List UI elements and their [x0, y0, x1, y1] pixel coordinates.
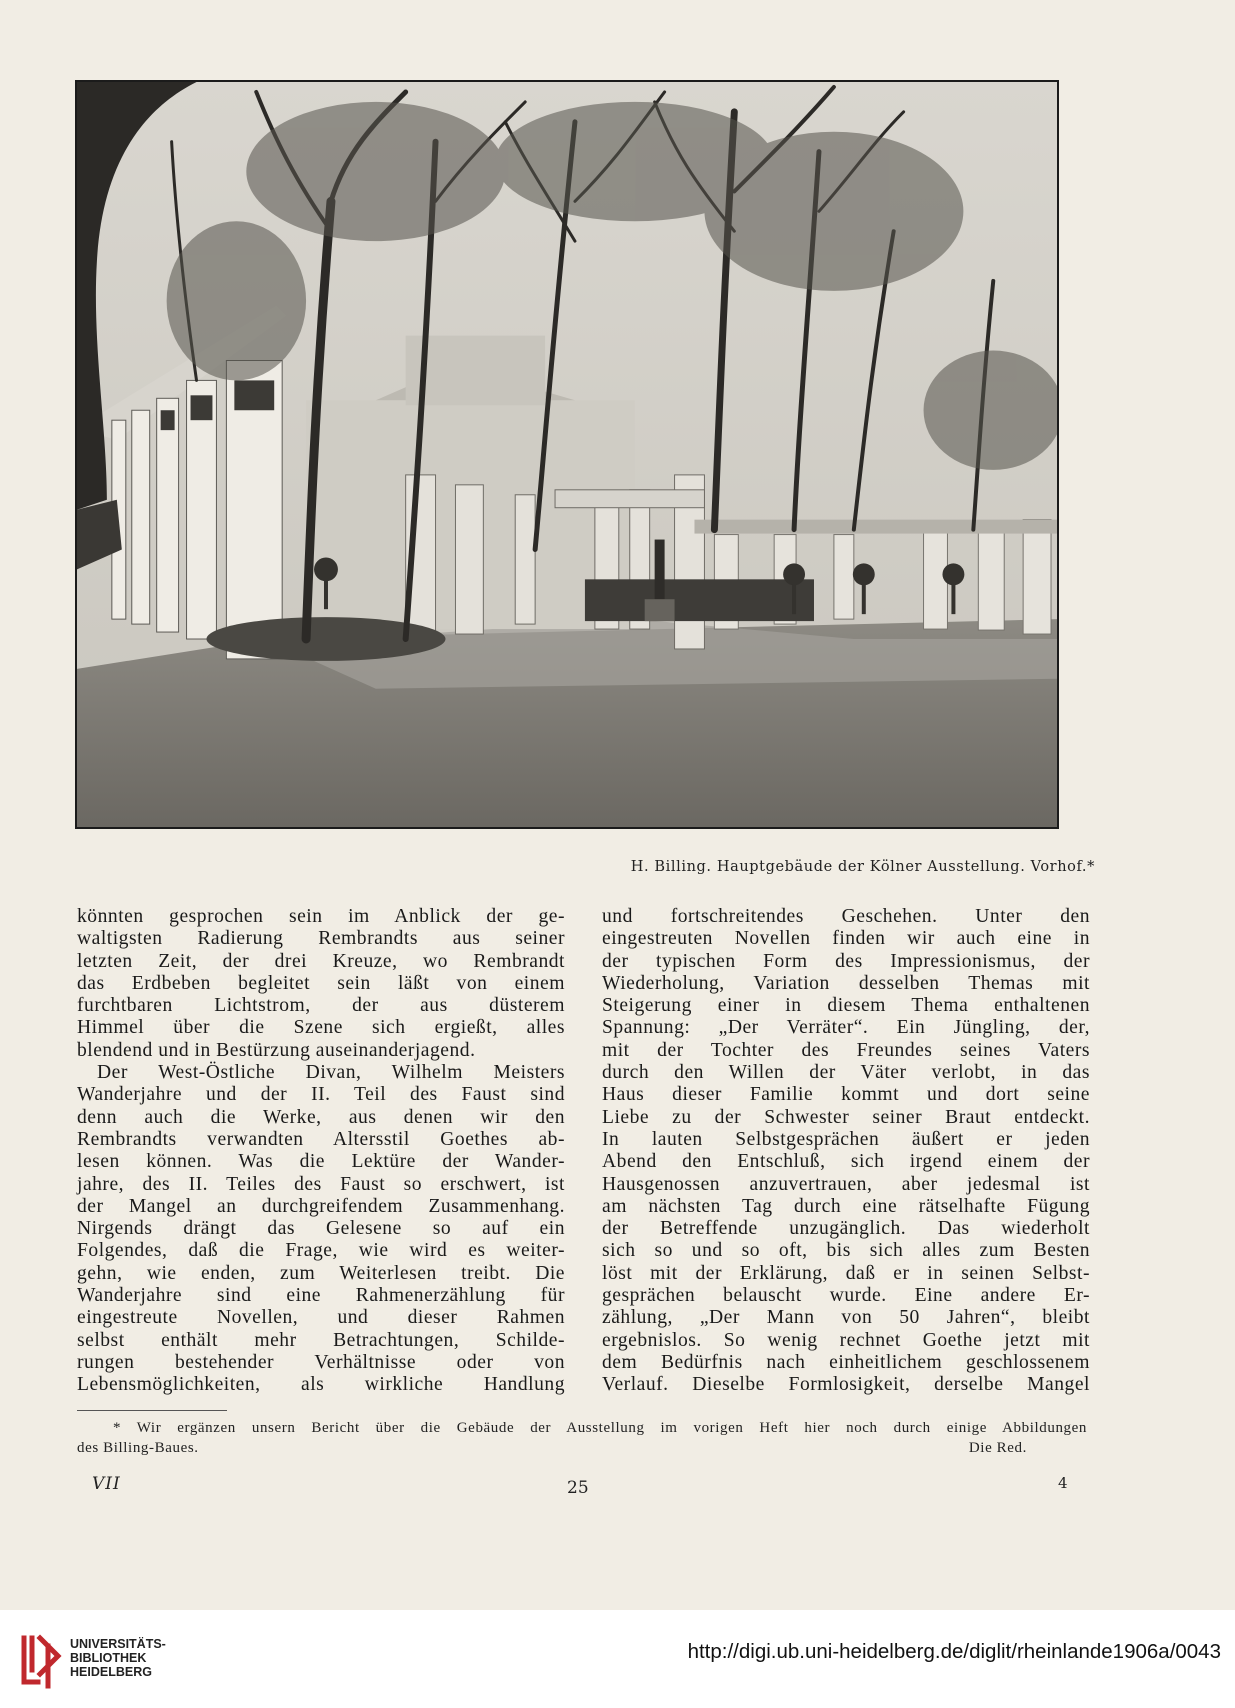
text-line: Lebensmöglichkeiten, als wirkliche Handlung	[77, 1374, 565, 1396]
text-line: Wanderjahre sind eine Rahmenerzählung für	[77, 1285, 565, 1307]
text-line: blendend und in Bestürzung auseinanderjagend.	[77, 1039, 476, 1061]
footnote	[77, 1418, 1087, 1458]
text-line: zählung, „Der Mann von 50 Jahren“, bleibt	[602, 1307, 1090, 1329]
text-line: der Mangel an durchgreifendem Zusammenhang.	[77, 1195, 565, 1217]
text-column-right	[602, 906, 1090, 1397]
footnote-signature: Die Red.	[968, 1440, 1027, 1456]
text-line: Spannung: „Der Verräter“. Ein Jüngling, der,	[602, 1017, 1090, 1039]
text-line: könnten gesprochen sein im Anblick der ge-	[77, 906, 565, 927]
text-line: dem Bedürfnis nach einheitlichem geschlossenem	[602, 1351, 1090, 1373]
text-line: Abend den Entschluß, sich irgend einem der	[602, 1151, 1090, 1173]
text-line: der Betreffende unzugänglich. Das wiederholt	[602, 1218, 1090, 1240]
text-line: lesen können. Was die Lektüre der Wander-	[77, 1151, 565, 1173]
text-line: selbst enthält mehr Betrachtungen, Schilde-	[77, 1329, 565, 1351]
text-line: das Erdbeben begleitet sein läßt von einem	[77, 972, 565, 994]
text-line: waltigsten Radierung Rembrandts aus seiner	[77, 928, 565, 950]
text-line: Himmel über die Szene sich ergießt, alles	[77, 1017, 565, 1039]
text-column-left	[77, 906, 565, 1397]
text-line: am nächsten Tag durch eine rätselhafte Fügung	[602, 1195, 1090, 1217]
text-line: Hausgenossen anzuvertrauen, aber jedesmal ist	[602, 1173, 1090, 1195]
text-line: letzten Zeit, der drei Kreuze, wo Rembrandt	[77, 950, 565, 972]
text-line: furchtbaren Lichtstrom, der aus düsterem	[77, 995, 565, 1017]
text-line: denn auch die Werke, aus denen wir den	[77, 1106, 565, 1128]
library-name-line: HEIDELBERG	[70, 1665, 152, 1679]
text-line: Rembrandts verwandten Altersstil Goethes ab-	[77, 1128, 565, 1150]
text-line: löst mit der Erklärung, daß er in seinen Selbst-	[602, 1262, 1090, 1284]
library-name-line: BIBLIOTHEK	[70, 1651, 147, 1665]
page-number: 25	[567, 1478, 589, 1498]
text-line: mit der Tochter des Freundes seines Vaters	[602, 1039, 1090, 1061]
footnote-line-2	[77, 1438, 1087, 1458]
exhibition-photograph	[75, 80, 1059, 829]
footnote-line-2-text: des Billing-Baues.	[77, 1440, 199, 1456]
text-line: eingestreuten Novellen finden wir auch eine in	[602, 928, 1090, 950]
text-line: Wanderjahre und der II. Teil des Faust sind	[77, 1084, 565, 1106]
text-line: gehn, wie enden, zum Weiterlesen treibt. Die	[77, 1262, 565, 1284]
text-line: Wiederholung, Variation desselben Themas mit	[602, 972, 1090, 994]
text-line: sich so und so oft, bis sich alles zum Besten	[602, 1240, 1090, 1262]
signature-mark-left: VII	[92, 1474, 121, 1494]
library-name-line: UNIVERSITÄTS-	[70, 1637, 166, 1651]
photo-caption: H. Billing. Hauptgebäude der Kölner Ausstellung. Vorhof.*	[630, 859, 1095, 875]
library-name	[70, 1637, 166, 1679]
text-line: gesprächen belauscht wurde. Eine andere Er-	[602, 1285, 1090, 1307]
text-line: durch den Willen der Väter verlobt, in das	[602, 1062, 1090, 1084]
text-line: Haus dieser Familie kommt und dort seine	[602, 1084, 1090, 1106]
text-line: rungen bestehender Verhältnisse oder von	[77, 1351, 565, 1373]
text-line: und fortschreitendes Geschehen. Unter den	[602, 906, 1090, 927]
library-footer-bar	[0, 1610, 1235, 1708]
permalink-url[interactable]: http://digi.ub.uni-heidelberg.de/diglit/rheinlande1906a/0043	[687, 1640, 1221, 1663]
text-line: Folgendes, daß die Frage, wie wird es weiter-	[77, 1240, 565, 1262]
library-logo-icon	[18, 1630, 66, 1690]
text-line: In lauten Selbstgesprächen äußert er jeden	[602, 1128, 1090, 1150]
footnote-divider	[77, 1410, 227, 1411]
text-line: ergebnislos. So wenig rechnet Goethe jetzt mit	[602, 1329, 1090, 1351]
photo-courtyard-scene	[77, 82, 1057, 827]
text-line: eingestreute Novellen, und dieser Rahmen	[77, 1307, 565, 1329]
text-line: Verlauf. Dieselbe Formlosigkeit, derselbe Mangel	[602, 1374, 1090, 1396]
footnote-line-1: * Wir ergänzen unsern Bericht über die Gebäude der Ausstellung im vorigen Heft hier noch durch einige Abbildungen	[113, 1420, 1087, 1436]
text-line: der typischen Form des Impressionismus, der	[602, 950, 1090, 972]
text-line: Liebe zu der Schwester seiner Braut entdeckt.	[602, 1106, 1090, 1128]
text-line: Steigerung einer in diesem Thema enthaltenen	[602, 995, 1090, 1017]
text-line: Der West-Östliche Divan, Wilhelm Meisters	[97, 1062, 565, 1084]
text-line: Nirgends drängt das Gelesene so auf ein	[77, 1218, 565, 1240]
signature-mark-right: 4	[1058, 1474, 1068, 1492]
text-line: jahre, des II. Teiles des Faust so erschwert, ist	[77, 1173, 565, 1195]
